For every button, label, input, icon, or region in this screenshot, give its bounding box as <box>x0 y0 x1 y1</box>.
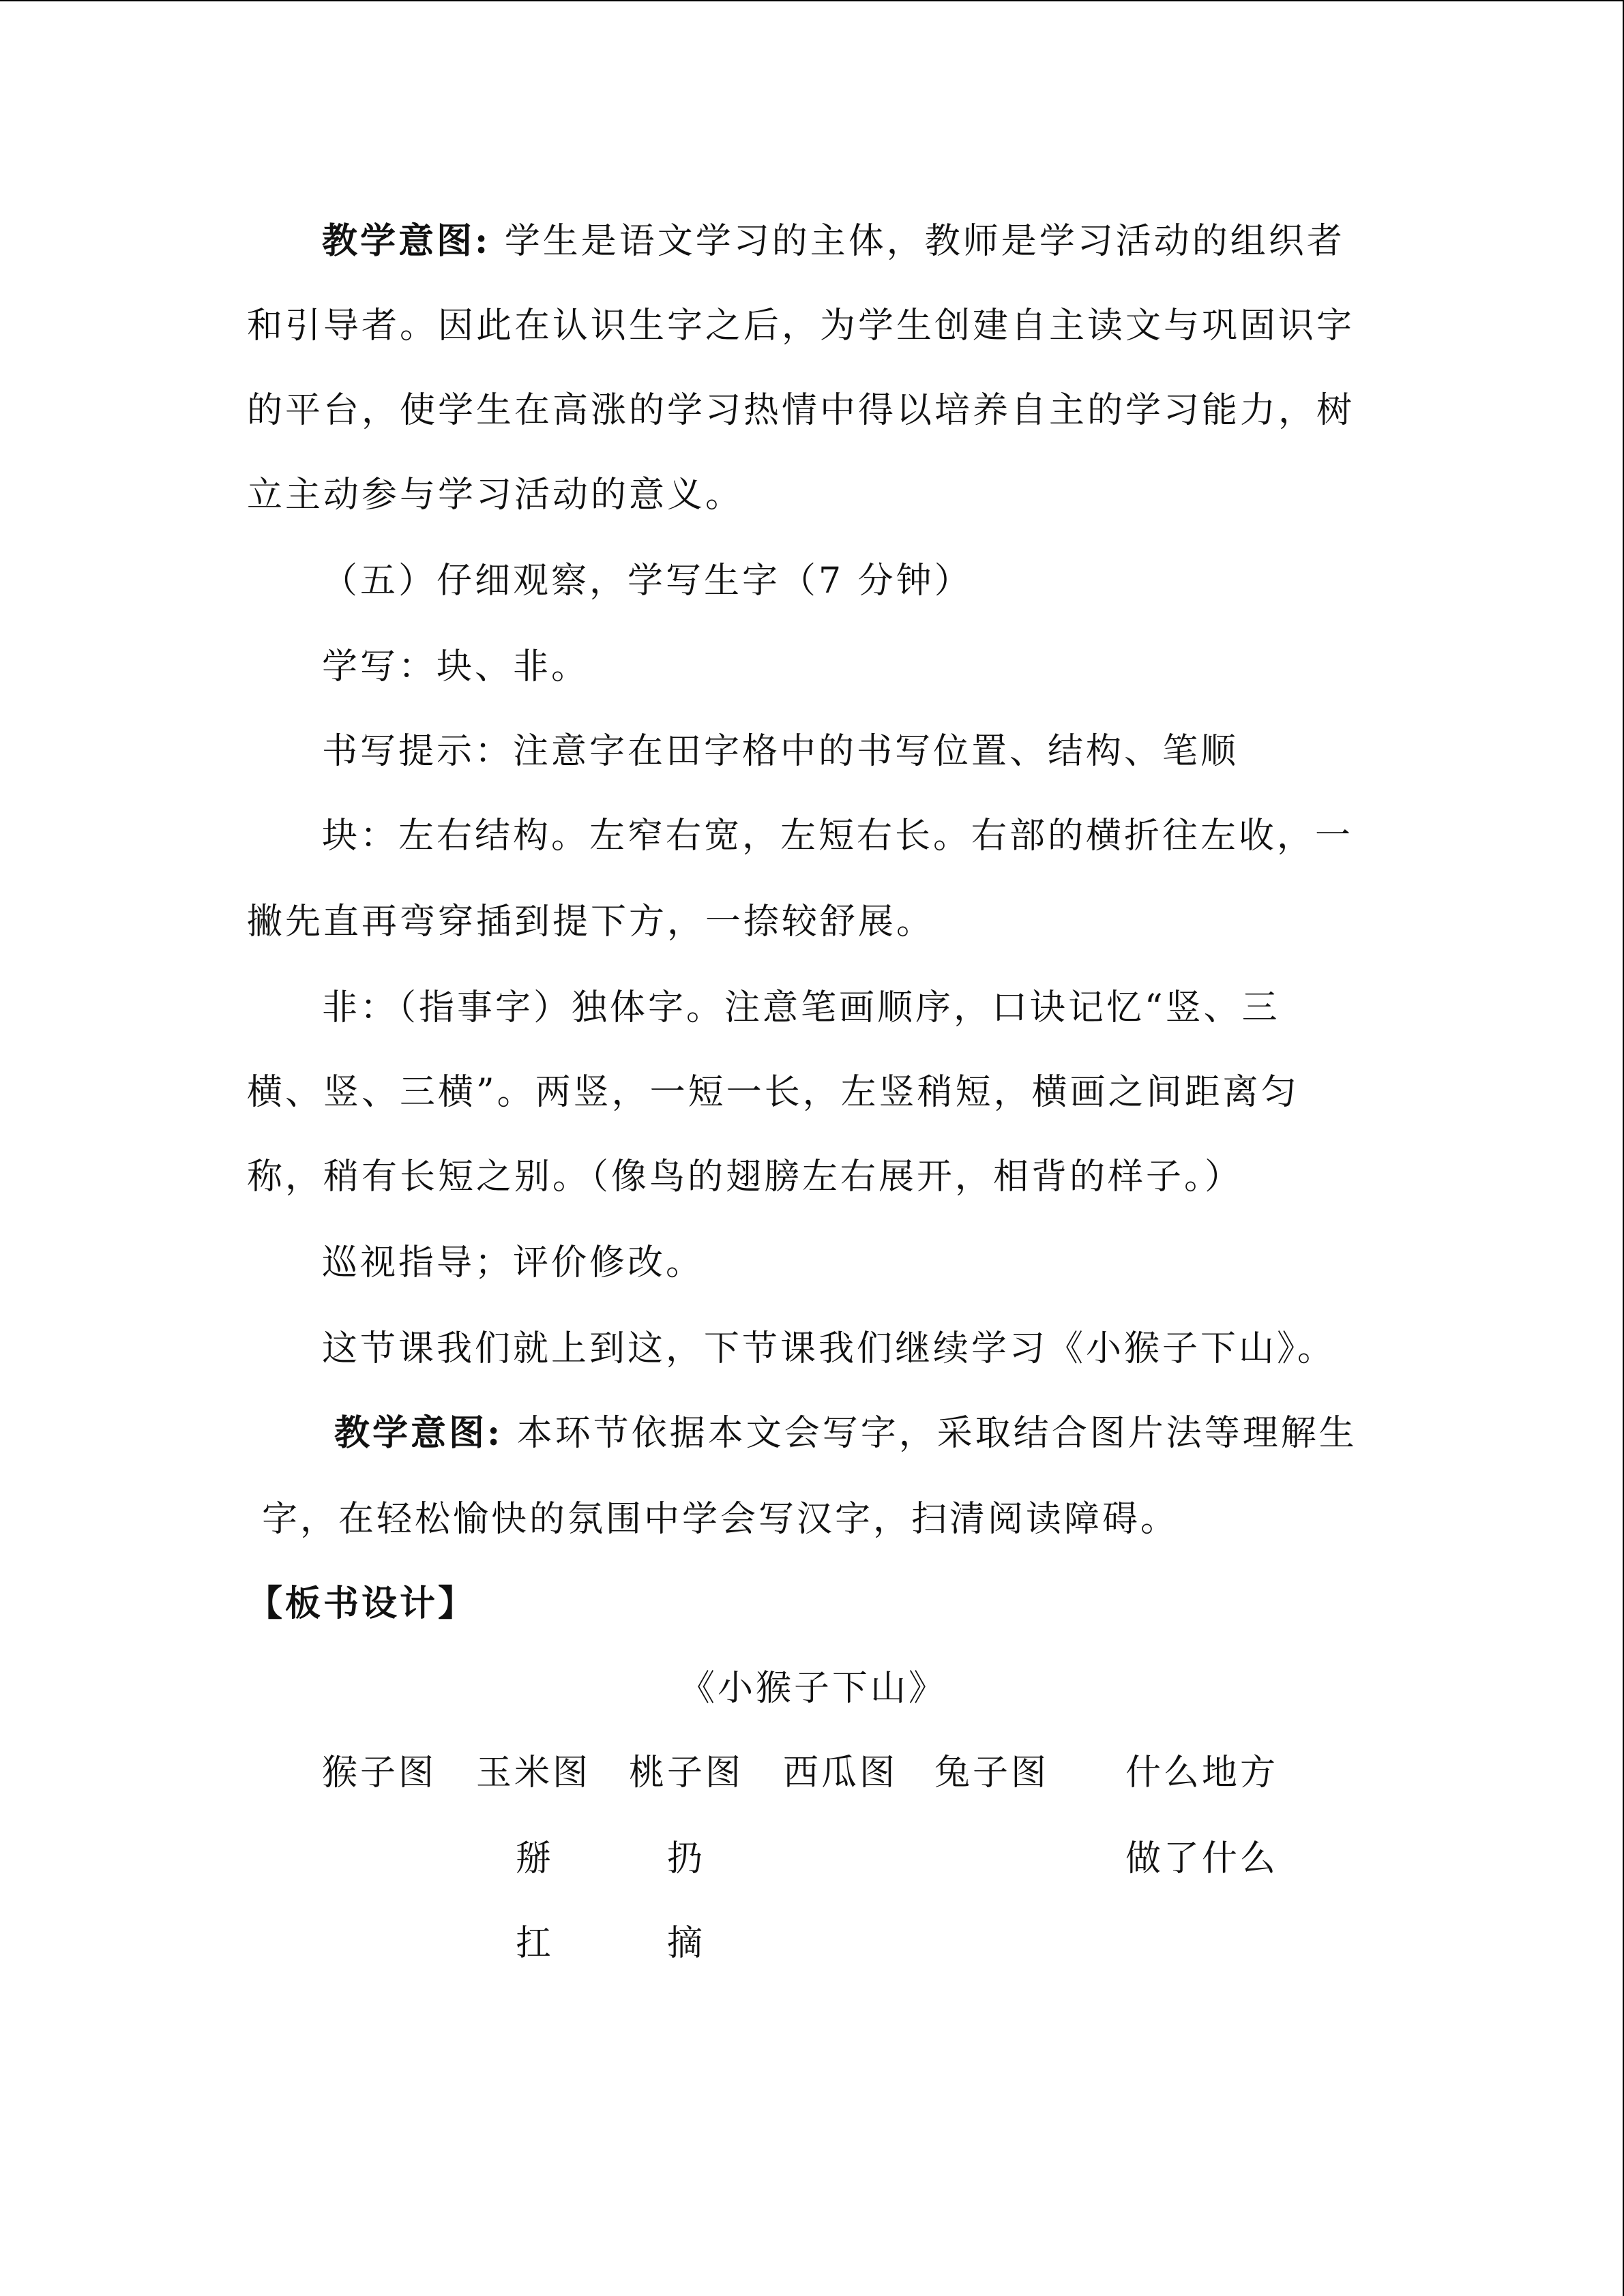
board-cell-where: 什么地方 <box>1125 1753 1279 1793</box>
board-cell-peach: 桃子图 <box>629 1753 744 1793</box>
intent-label: 教学意图: <box>322 220 491 262</box>
kuai-line-1: 块：左右结构。左窄右宽，左短右长。右部的横折往左收，一 <box>322 816 1354 856</box>
fei-line-3: 称，稍有长短之别。（像鸟的翅膀左右展开，相背的样子。） <box>247 1157 1243 1197</box>
intent-label: 教学意图: <box>334 1412 503 1454</box>
board-cell-break: 掰 <box>516 1838 555 1879</box>
board-cell-pick: 摘 <box>667 1923 706 1964</box>
intent-paragraph-1-line-4: 立主动参与学习活动的意义。 <box>247 475 744 516</box>
closing-line: 这节课我们就上到这，下节课我们继续学习《小猴子下山》。 <box>322 1328 1336 1369</box>
patrol-line: 巡视指导；评价修改。 <box>322 1242 705 1283</box>
writing-tip: 书写提示：注意字在田字格中的书写位置、结构、笔顺 <box>322 731 1239 772</box>
learn-write: 学写：块、非。 <box>322 646 590 687</box>
intent-paragraph-1-line-2: 和引导者。因此在认识生字之后，为学生创建自主读文与巩固识字 <box>247 305 1355 346</box>
board-title: 《小猴子下山》 <box>679 1668 947 1709</box>
intent-paragraph-1-line-3: 的平台，使学生在高涨的学习热情中得以培养自主的学习能力，树 <box>247 390 1355 431</box>
intent-paragraph-2-line-1 <box>334 1412 1357 1455</box>
board-heading: 【板书设计】 <box>247 1583 477 1624</box>
board-cell-throw: 扔 <box>667 1838 706 1879</box>
intent-text: 本环节依据本文会写字，采取结合图片法等理解生 <box>516 1413 1357 1454</box>
intent-paragraph-1-line-1 <box>322 220 1345 263</box>
board-cell-watermelon: 西瓜图 <box>783 1753 898 1793</box>
board-cell-corn: 玉米图 <box>476 1753 591 1793</box>
step-title: （五）仔细观察，学写生字（7 分钟） <box>322 561 973 601</box>
fei-line-1: 非：（指事字）独体字。注意笔画顺序，口诀记忆“竖、三 <box>322 987 1280 1028</box>
fei-line-2: 横、竖、三横”。两竖，一短一长，左竖稍短，横画之间距离匀 <box>247 1072 1299 1113</box>
board-cell-what-done: 做了什么 <box>1125 1838 1279 1879</box>
intent-paragraph-2-line-2: 字，在轻松愉快的氛围中学会写汉字，扫清阅读障碍。 <box>262 1499 1179 1540</box>
board-cell-carry: 扛 <box>516 1923 555 1964</box>
kuai-line-2: 撇先直再弯穿插到提下方，一捺较舒展。 <box>247 901 935 942</box>
board-cell-monkey: 猴子图 <box>322 1753 437 1793</box>
board-cell-rabbit: 兔子图 <box>934 1753 1050 1793</box>
intent-text: 学生是语文学习的主体，教师是学习活动的组织者 <box>504 221 1345 262</box>
